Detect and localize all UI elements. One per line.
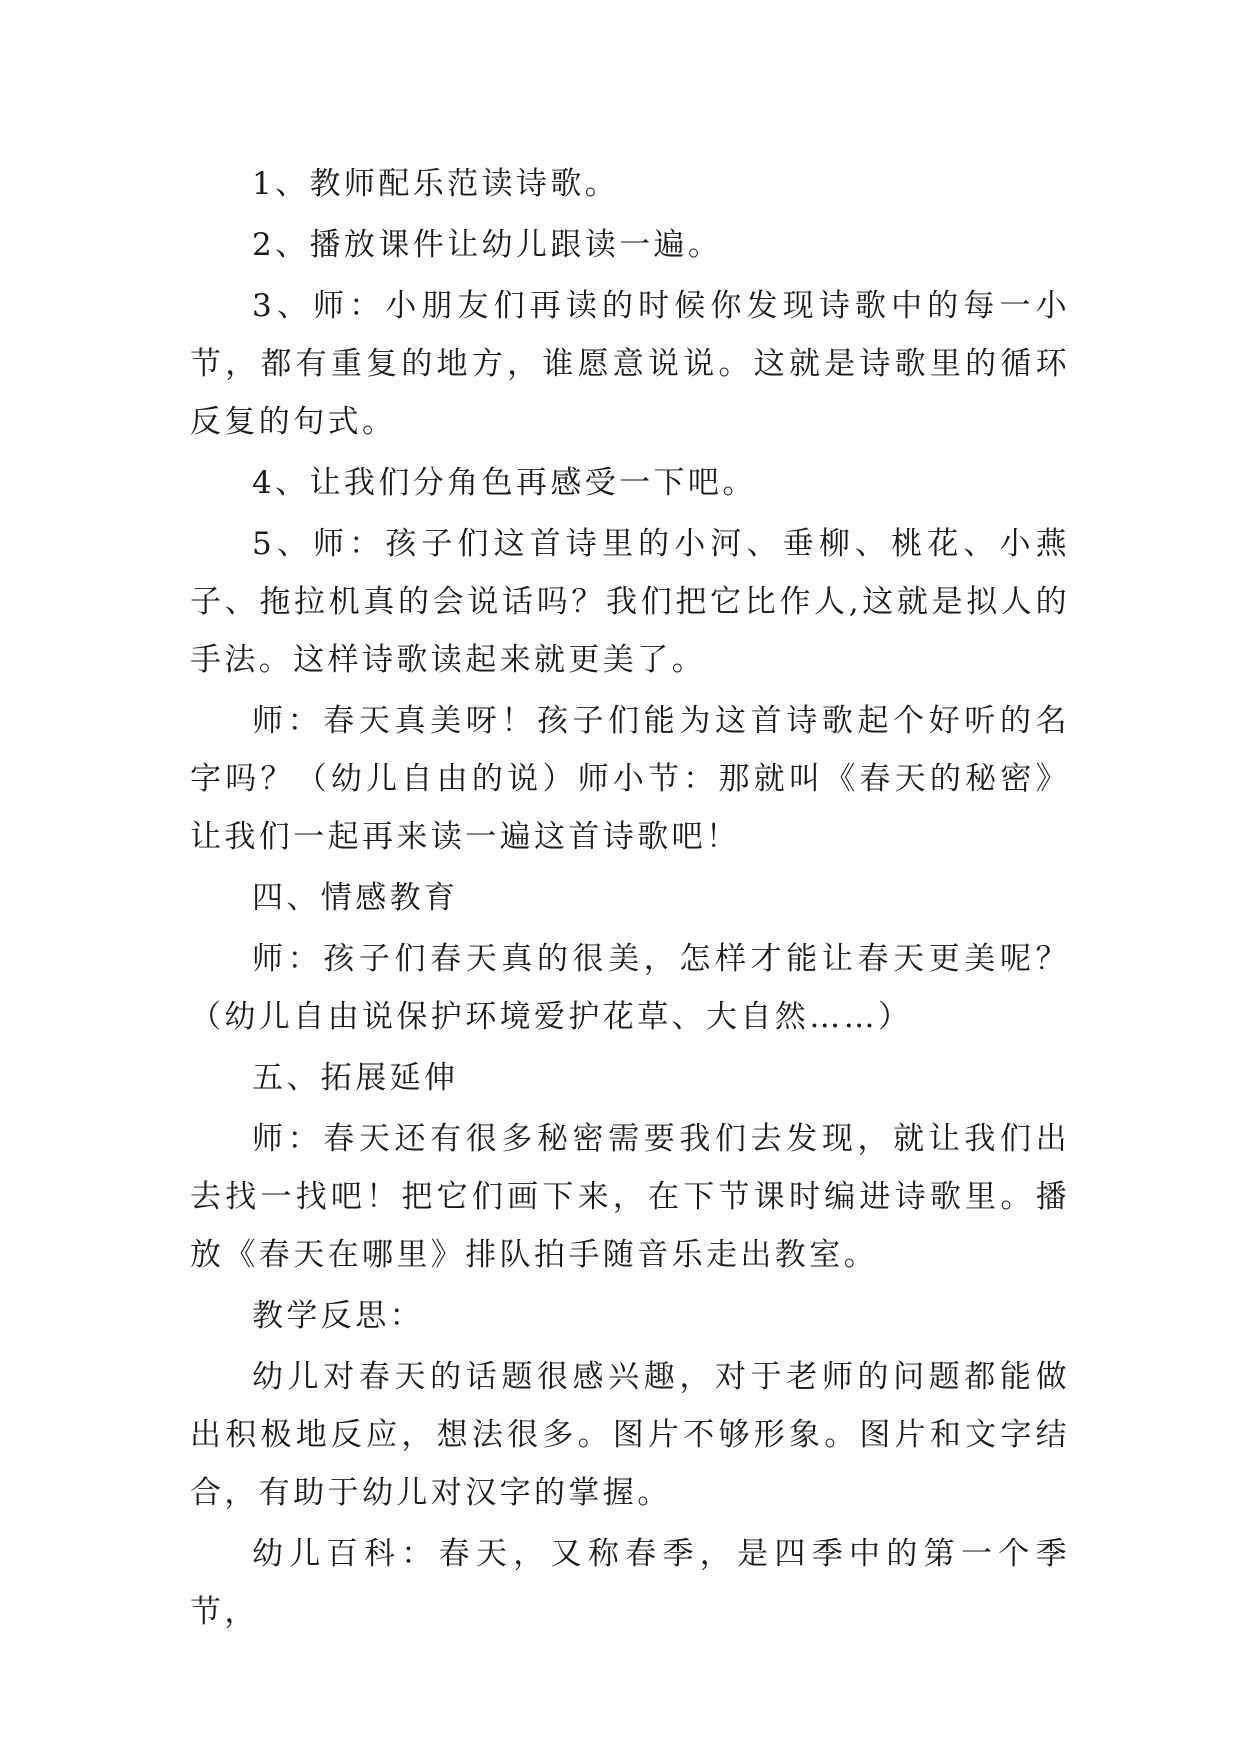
paragraph: 1、教师配乐范读诗歌。 (252, 166, 620, 202)
paragraph: 幼儿百科：春天，又称春季，是四季中的第一个季节， (190, 1536, 1070, 1630)
section-heading: 四、情感教育 (252, 880, 459, 916)
section-heading: 五、拓展延伸 (252, 1060, 459, 1096)
paragraph: 师：春天真美呀！孩子们能为这首诗歌起个好听的名字吗？（幼儿自由的说）师小节：那就叫《春天的秘密》让我们一起再来读一遍这首诗歌吧！ (190, 703, 1070, 855)
paragraph: 师：孩子们春天真的很美，怎样才能让春天更美呢？（幼儿自由说保护环境爱护花草、大自然……） (190, 941, 1070, 1035)
paragraph: 师：春天还有很多秘密需要我们去发现，就让我们出去找一找吧！把它们画下来，在下节课时编进诗歌里。播放《春天在哪里》排队拍手随音乐走出教室。 (190, 1121, 1070, 1273)
paragraph: 4、让我们分角色再感受一下吧。 (252, 465, 757, 501)
paragraph: 3、师：小朋友们再读的时候你发现诗歌中的每一小节，都有重复的地方，谁愿意说说。这就是诗歌里的循环反复的句式。 (190, 288, 1070, 440)
paragraph: 2、播放课件让幼儿跟读一遍。 (252, 227, 723, 263)
paragraph: 5、师：孩子们这首诗里的小河、垂柳、桃花、小燕子、拖拉机真的会说话吗？我们把它比作人,这就是拟人的手法。这样诗歌读起来就更美了。 (190, 526, 1070, 678)
paragraph: 幼儿对春天的话题很感兴趣，对于老师的问题都能做出积极地反应，想法很多。图片不够形象。图片和文字结合，有助于幼儿对汉字的掌握。 (190, 1359, 1070, 1511)
document-body (190, 155, 1070, 1644)
section-heading: 教学反思： (252, 1298, 424, 1334)
